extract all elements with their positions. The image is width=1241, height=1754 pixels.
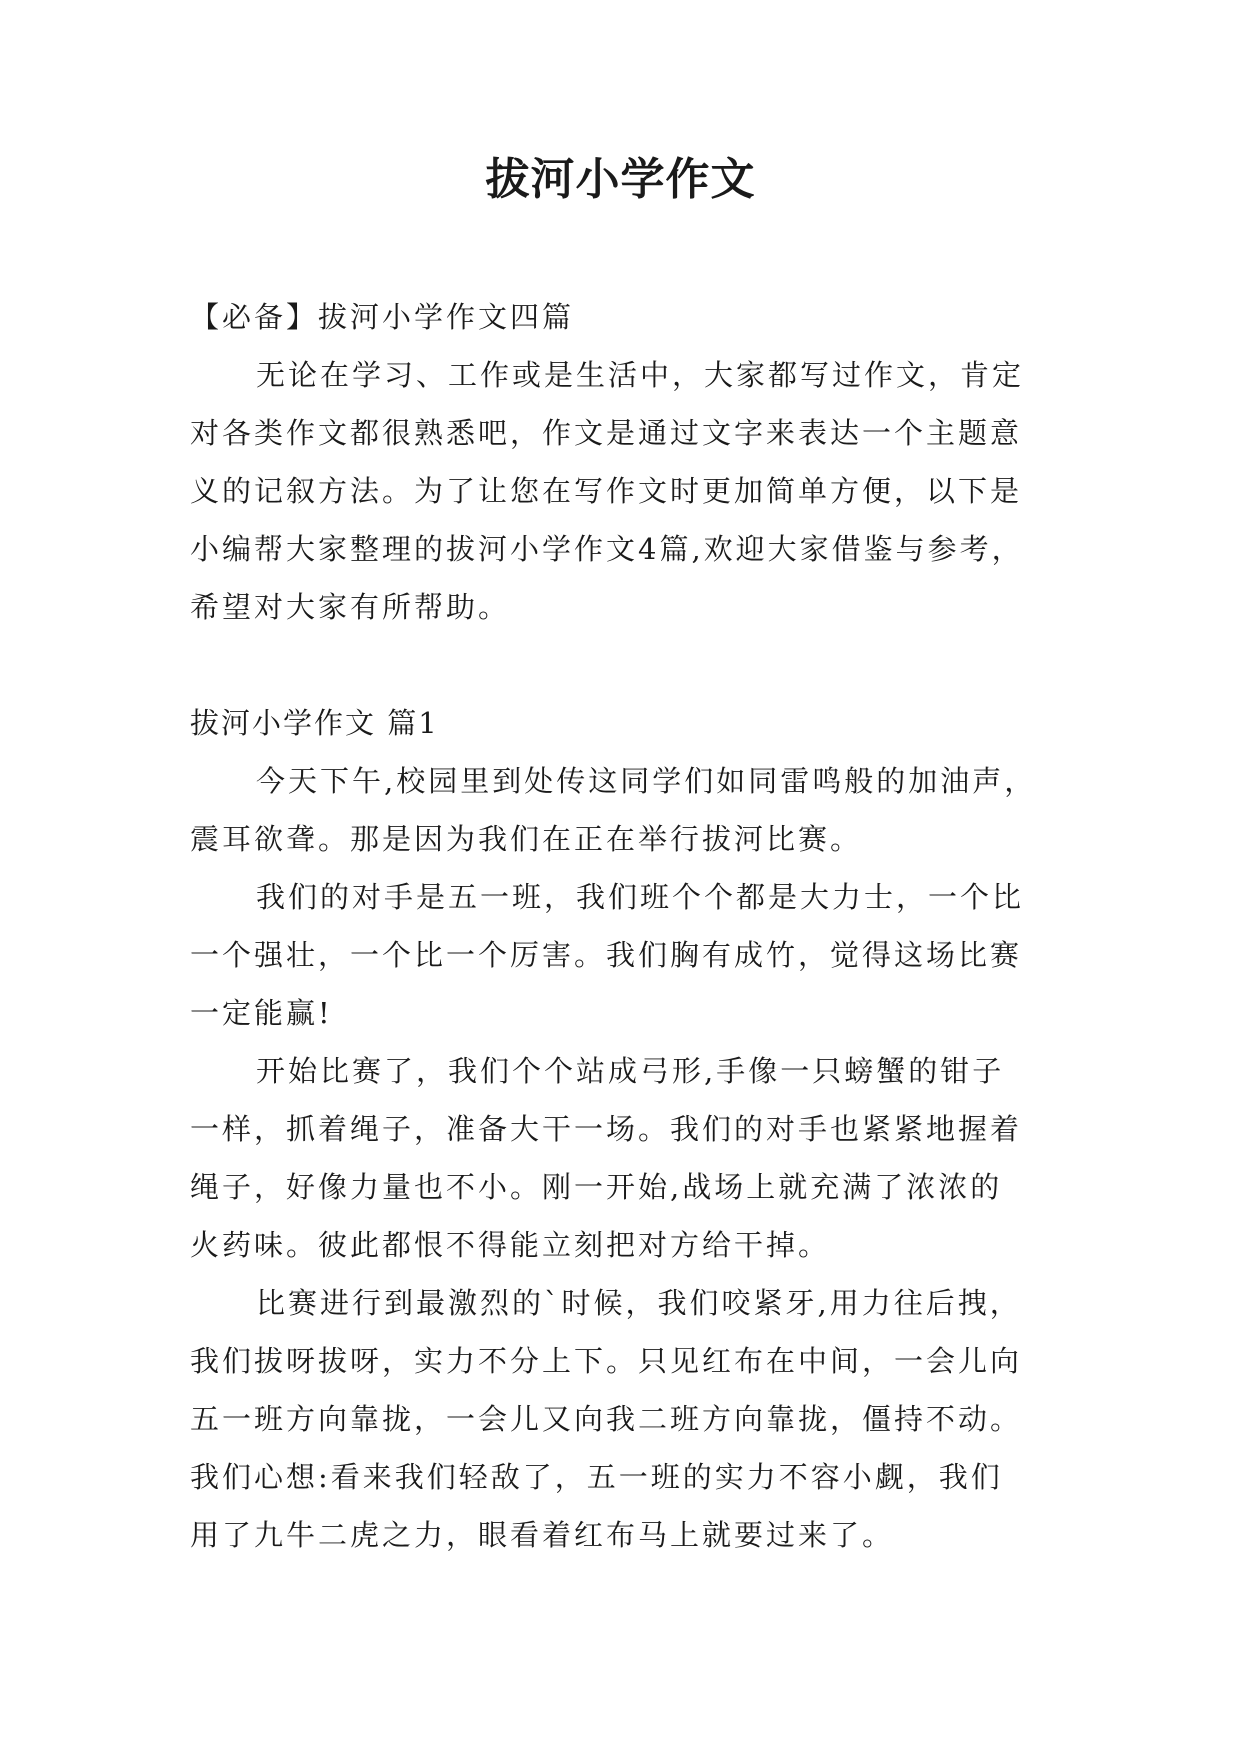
document-body	[190, 288, 1060, 1564]
text-line: 小编帮大家整理的拔河小学作文4篇,欢迎大家借鉴与参考，	[190, 532, 1024, 566]
text-line: 义的记叙方法。为了让您在写作文时更加简单方便，以下是	[190, 474, 1023, 508]
text-line: 我们拔呀拔呀，实力不分上下。只见红布在中间，一会儿向	[190, 1344, 1023, 1378]
text-line: 对各类作文都很熟悉吧，作文是通过文字来表达一个主题意	[190, 416, 1023, 450]
text-line: 一样，抓着绳子，准备大干一场。我们的对手也紧紧地握着	[190, 1112, 1023, 1146]
paragraph	[190, 1042, 1060, 1274]
intro-paragraph	[190, 346, 1060, 636]
text-line: 我们的对手是五一班，我们班个个都是大力士，一个比	[256, 880, 1025, 914]
paragraph-gap	[190, 636, 1060, 694]
text-line: 一个强壮，一个比一个厉害。我们胸有成竹，觉得这场比赛	[190, 938, 1023, 972]
paragraph	[190, 752, 1060, 868]
text-line: 我们心想:看来我们轻敌了，五一班的实力不容小觑，我们	[190, 1460, 1003, 1494]
text-line: 绳子，好像力量也不小。刚一开始,战场上就充满了浓浓的	[190, 1170, 1003, 1204]
document-title: 拔河小学作文	[485, 154, 756, 205]
text-line: 火药味。彼此都恨不得能立刻把对方给干掉。	[190, 1228, 831, 1262]
text-line: 震耳欲聋。那是因为我们在正在举行拔河比赛。	[190, 822, 863, 856]
text-line: 今天下午,校园里到处传这同学们如同雷鸣般的加油声，	[256, 764, 1037, 798]
text-line: 比赛进行到最激烈的`时候，我们咬紧牙,用力往后拽，	[256, 1286, 1022, 1320]
text-line: 五一班方向靠拢，一会儿又向我二班方向靠拢，僵持不动。	[190, 1402, 1023, 1436]
document-subtitle: 【必备】拔河小学作文四篇	[190, 300, 575, 334]
paragraph	[190, 868, 1060, 1042]
text-line: 用了九牛二虎之力，眼看着红布马上就要过来了。	[190, 1518, 895, 1552]
paragraph	[190, 1274, 1060, 1564]
section-heading: 拔河小学作文 篇1	[190, 706, 439, 740]
text-line: 无论在学习、工作或是生活中，大家都写过作文，肯定	[256, 358, 1025, 392]
text-line: 希望对大家有所帮助。	[190, 590, 511, 624]
text-line: 一定能赢!	[190, 996, 333, 1030]
text-line: 开始比赛了，我们个个站成弓形,手像一只螃蟹的钳子	[256, 1054, 1005, 1088]
